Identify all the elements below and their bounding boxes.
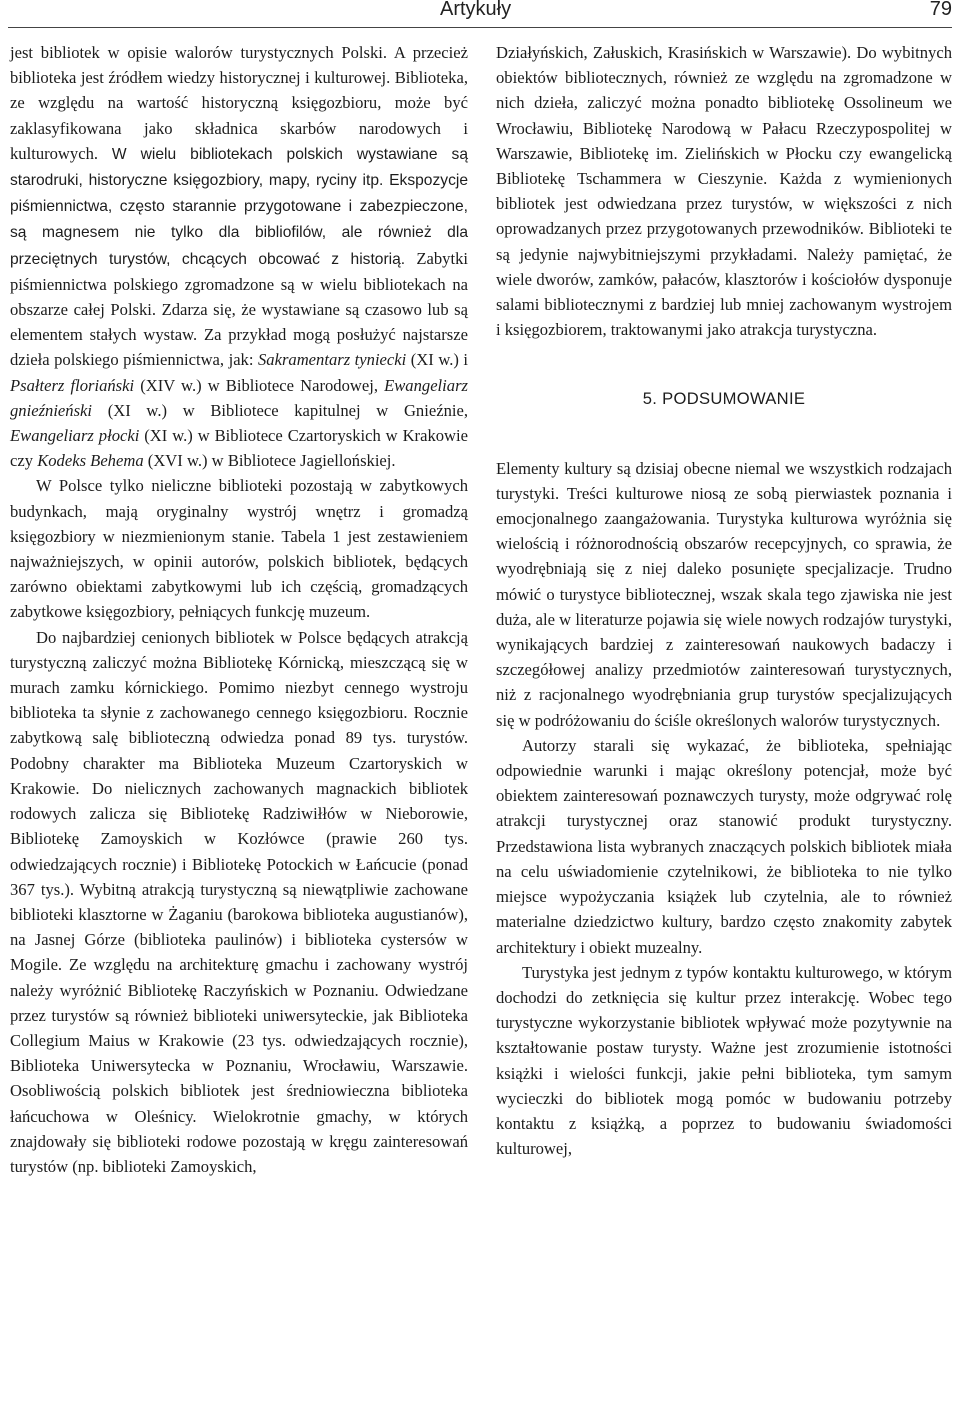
left-column [10,40,468,1179]
work-title: Psałterz floriański [10,375,135,395]
work-title: Ewangeliarz gnieźnieński [10,375,468,420]
section-title: Artykuły [440,0,512,20]
paragraph-text: jest bibliotek w opisie walorów turystycznych Polski. A przecież biblioteka jest źródłem wiedzy historycznej i kulturowej. Biblioteka, ze względu na wartość historyczną księgozbioru, może być zaklasyfikowana jako składnica skarbów narodowych i kulturowych. [10,43,468,163]
work-title: Sakramentarz tyniecki [257,350,407,370]
page-number: 79 [929,0,952,20]
paragraph-continued [10,40,468,473]
right-column [496,40,952,1161]
paragraph-text: (XVI w.) w Bibliotece Jagiellońskiej. [143,451,396,471]
paragraph-text: Zabytki piśmiennictwa polskiego zgromadzone są w wielu bibliotekach na obszarze całej Polski. Zdarza się, że wystawiane są czasowo lub są elementem stałych wystaw. Za przykład mogą posłużyć najstarsze dzieła polskiego piśmiennictwa, jak: [10,248,468,370]
paragraph-continued: Działyńskich, Załuskich, Krasińskich w Warszawie). Do wybitnych obiektów bibliotecznych, również ze względu na zgromadzone w nich dzieła, zaliczyć można ponadto bibliotekę Ossolineum we Wrocławiu, Bibliotekę Narodową w Pałacu Rzeczypospolitej w Warszawie, Bibliotekę im. Zielińskich w Płocku czy ewangelicką Bibliotekę Tschammera w Cieszynie. Każda z wymienionych bibliotek jest odwiedzana przez turystów, w większości z nich oprowadzanych przez przygotowanych przewodników. Biblioteki te są jedynie najwybitniejszymi przykładami. Należy pamiętać, że wiele dworów, zamków, pałaców, klasztorów i kościołów dysponuje salami bibliotecznymi z bardziej lub mniej zachowanym wystrojem i księgozbiorem, traktowanymi jako atrakcja turystyczna. [496,43,952,340]
work-title: Kodeks Behema [37,451,144,471]
paragraph-text: (XI w.) w Bibliotece kapitulnej w Gnieźnie, [92,400,468,420]
paragraph: Do najbardziej cenionych bibliotek w Polsce będących atrakcją turystyczną zaliczyć można Bibliotekę Kórnicką, mieszczącą się w murach zamku kórnickiego. Pomimo niezbyt cennego wystroju biblioteka ta słynie z zachowanego cennego księgozbioru. Rocznie zabytkową salę biblioteczną odwiedza ponad 89 tys. turystów. Podobny charakter ma Biblioteka Muzeum Czartoryskich w Krakowie. Do nielicznych zachowanych magnackich bibliotek rodowych zalicza się Bibliotekę Radziwiłłów w Nieborowie, Bibliotekę Zamoyskich w Kozłówce (prawie 260 tys. odwiedzających rocznie) i Bibliotekę Potockich w Łańcucie (ponad 367 tys.). Wybitną atrakcją turystyczną są niewątpliwie zachowane biblioteki klasztorne w Żaganiu (barokowa biblioteka augustianów), na Jasnej Górze (biblioteka paulinów) i biblioteka cystersów w Mogile. Ze względu na architekturę gmachu i zachowany wystrój należy wyróżnić Bibliotekę Raczyńskich w Poznaniu. Odwiedzane przez turystów są również biblioteki uniwersyteckie, jak Biblioteka Collegium Maius w Krakowie (23 tys. odwiedzających rocznie), Biblioteka Uniwersytecka w Poznaniu, Wrocławiu, Warszawie. Osobliwością polskich bibliotek jest średniowieczna biblioteka łańcuchowa w Oleśnicy. Wielokrotnie gmachy, w których znajdowały się biblioteki rodowe pozostają w kręgu zainteresowań turystów (np. biblioteki Zamoyskich, [10,627,468,1176]
paragraph: Turystyka jest jednym z typów kontaktu kulturowego, w którym dochodzi do zetknięcia się kultur przez interakcję. Wobec tego turystyczne wykorzystanie bibliotek wpływać może pozytywnie na kształtowanie postaw turysty. Ważne jest zrozumienie istotności książki i wielości funkcji, jakie pełni biblioteka, tym samym wycieczki do bibliotek mogą pomóc w budowaniu potrzeby kontaktu z książką, a poprzez to budowaniu świadomości kulturowej, [496,962,952,1159]
paragraph: Elementy kultury są dzisiaj obecne niemal we wszystkich rodzajach turystyki. Treści kulturowe niosą ze sobą pierwiastek poznania i emocjonalnego zaangażowania. Turystyka kulturowa wyróżnia się wielością i różnorodnością obszarów recepcyjnych, co sprawia, że wyodrębniają się z niej daleko posunięte specjalizacje. Trudno mówić o turystyce bibliotecznej, wszak skala tego zjawiska nie jest duża, ale w literaturze pojawia się wiele nowych rodzajów turystyki, wynikających bardziej z zainteresowań naukowych badaczy i szczegółowej analizy przedmiotów zainteresowań turystycznych, niż z racjonalnego wyodrębniania grup turystów specjalizujących się w podróżowaniu do ściśle określonych walorów turystycznych. [496,458,952,730]
paragraph: W Polsce tylko nieliczne biblioteki pozostają w zabytkowych budynkach, mają oryginalny wystrój wnętrz i gromadzą księgozbiory w niezmienionym stanie. Tabela 1 jest zestawieniem najważniejszych, w opinii autorów, polskich bibliotek, będących zarówno obiektami zabytkowymi lub ich częścią, gromadzących zabytkowe księgozbiory, pełniących funkcję muzeum. [10,476,468,622]
paragraph-text: (XI w.) w Bibliotece Czartoryskich w Krakowie czy [10,426,469,471]
header-rule [8,27,952,28]
paragraph: Autorzy starali się wykazać, że biblioteka, spełniając odpowiednie warunki i mając określony potencjał, może być obiektem zainteresowań poznawczych turysty, może odgrywać rolę atrakcji turystycznej oraz stanowić produkt turystyczny. Przedstawiona lista wybranych znaczących polskich bibliotek miała na celu uświadomienie czytelnikowi, że biblioteka to nie tylko miejsce wypożyczania książek lub czytelnia, ale to również materialne dziedzictwo kultury, bardzo często znakomity zabytek architektury i obiekt muzealny. [496,735,952,957]
paragraph-text: (XI w.) i [406,350,469,370]
paragraph-text: (XIV w.) w Bibliotece Narodowej, [134,375,385,395]
work-title: Ewangeliarz płocki [10,426,140,446]
paragraph-text-sans: W wielu bibliotekach polskich wystawiane są starodruki, historyczne księgozbiory, mapy, ryciny itp. Ekspozycje piśmiennictwa, często starannie przygotowane i zabezpieczone, są magnesem nie tylko dla bibliofilów, ale również dla przeciętnych turystów, chcących obcować z historią. [10,145,468,268]
running-header [0,0,960,32]
section-heading: 5. PODSUMOWANIE [642,389,806,409]
